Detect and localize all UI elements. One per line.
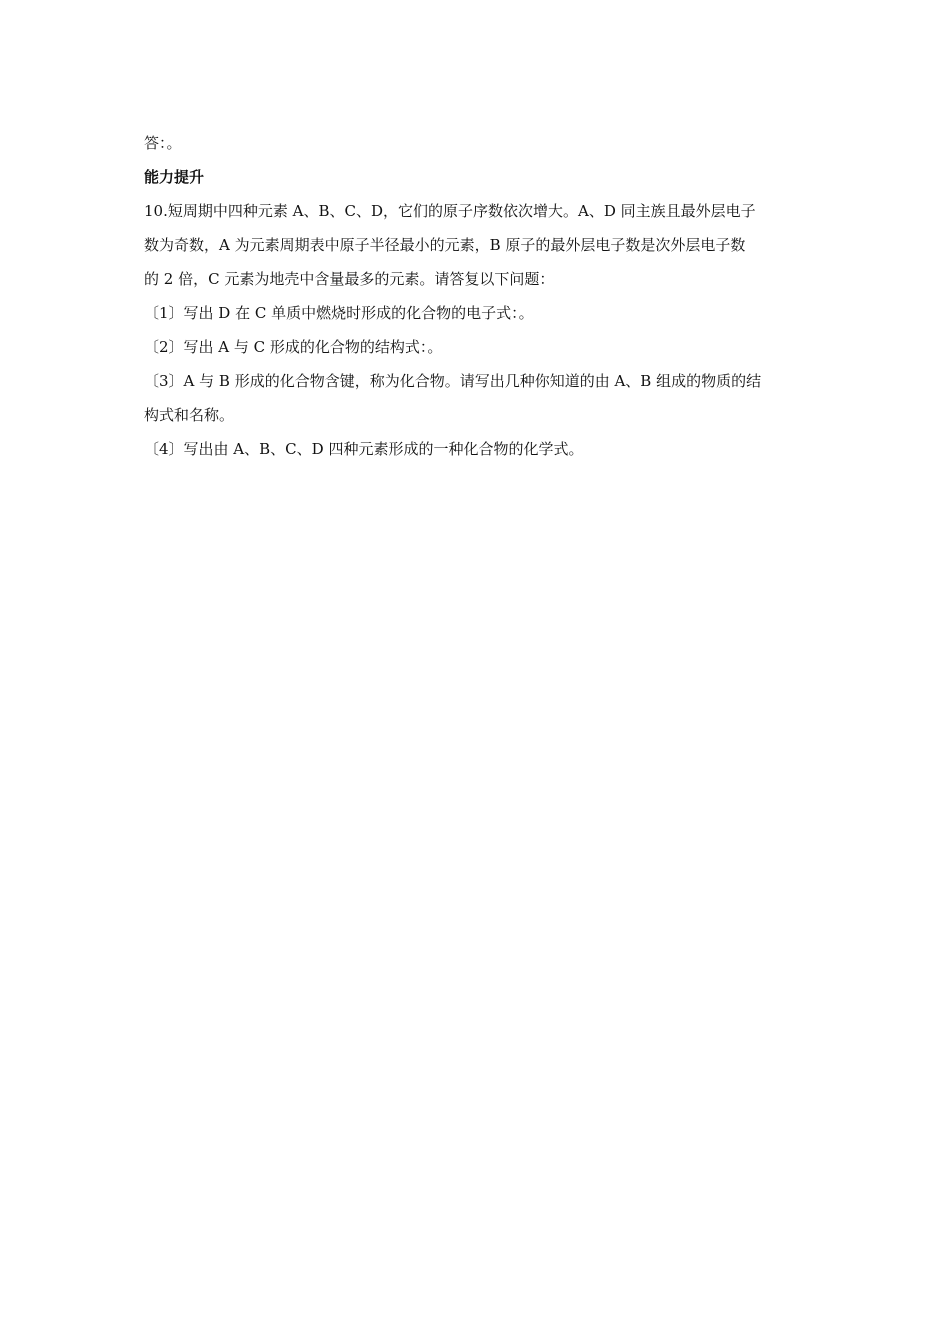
answer-line: 答：。 <box>144 134 182 152</box>
sub-question-3-line-2: 构式和名称。 <box>144 406 235 424</box>
question-intro-line-1: 10.短周期中四种元素 A、B、C、D，它们的原子序数依次增大。A、D 同主族且最外层电子 <box>144 202 756 220</box>
question-intro-line-2: 数为奇数，A 为元素周期表中原子半径最小的元素，B 原子的最外层电子数是次外层电子数 <box>144 236 746 254</box>
sub-question-3-line-1: 〔3〕A 与 B 形成的化合物含键，称为化合物。请写出几种你知道的由 A、B 组成的物质的结 <box>144 372 762 390</box>
sub-question-4: 〔4〕写出由 A、B、C、D 四种元素形成的一种化合物的化学式。 <box>144 440 584 458</box>
question-intro-line-3: 的 2 倍，C 元素为地壳中含量最多的元素。请答复以下问题： <box>144 270 555 288</box>
document-content <box>144 126 808 466</box>
sub-question-1: 〔1〕写出 D 在 C 单质中燃烧时形成的化合物的电子式：。 <box>144 304 534 322</box>
sub-question-2: 〔2〕写出 A 与 C 形成的化合物的结构式：。 <box>144 338 443 356</box>
section-heading: 能力提升 <box>144 168 205 186</box>
